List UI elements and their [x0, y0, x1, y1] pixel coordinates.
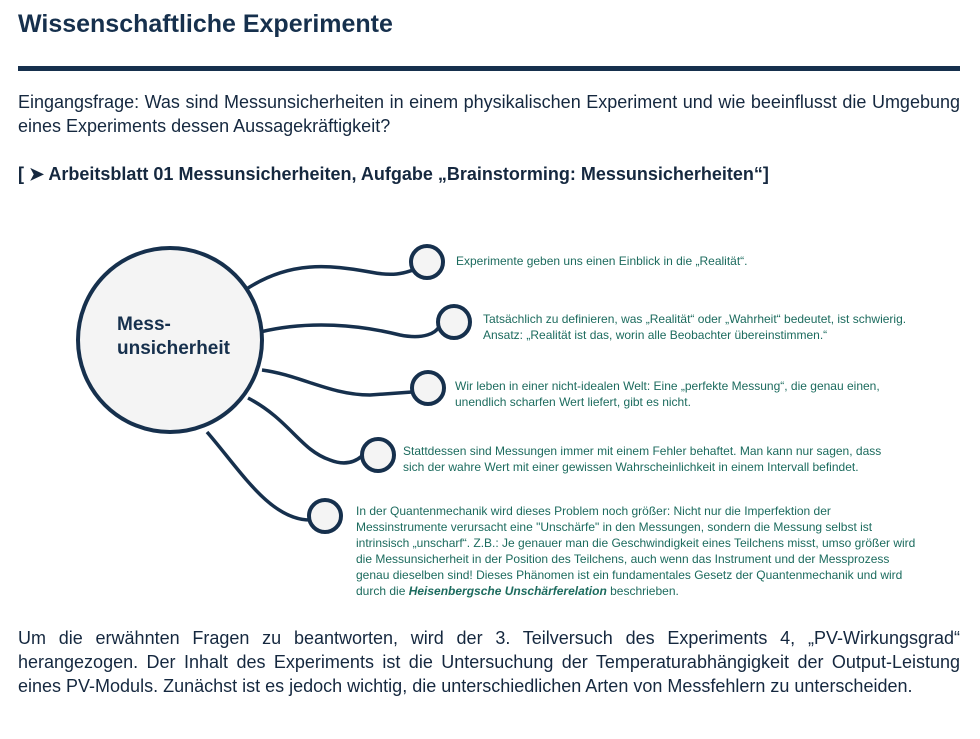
worksheet-reference: [ ➤ Arbeitsblatt 01 Messunsicherheiten, Aufgabe „Brainstorming: Messunsicherheiten“]: [18, 164, 769, 184]
node-2: [438, 306, 470, 338]
heisenberg-emphasis: Heisenbergsche Unschärferelation: [408, 584, 607, 598]
note-1: Experimente geben uns einen Einblick in die „Realität“.: [456, 254, 748, 268]
node-3: [412, 372, 444, 404]
outro-paragraph: Um die erwähnten Fragen zu beantworten, wird der 3. Teilversuch des Experiments 4, „PV-Wirkungsgrad“ herangezogen. Der Inhalt des Experiments ist die Untersuchung der Temperaturabhängigkeit der Output-Leistung eines PV-Moduls. Zunächst ist es jedoch wichtig, die unterschiedlichen Arten von Messfehlern zu unterscheiden.: [18, 628, 960, 696]
note-5-end: beschrieben.: [606, 584, 679, 598]
note-5: [356, 503, 916, 599]
note-5-text: In der Quantenmechanik wird dieses Problem noch größer: Nicht nur die Imperfektion der Messinstrumente verursacht eine "Unschärfe" in den Messungen, sondern die Messung selbst ist intrinsisch „unscharf“. Z.B.: Je genauer man die Geschwindigkeit eines Teilchens misst, umso größer wird die Messunsicherheit in der Position des Teilchens, auch wenn das Instrument und der Messprozess genau dieselben sind! Dieses Phänomen ist ein fundamentales Gesetz der Quantenmechanik und wird durch die: [356, 504, 916, 598]
center-label: Mess- unsicherheit: [117, 314, 230, 359]
intro-question: Eingangsfrage: Was sind Messunsicherheiten in einem physikalischen Experiment und wie beeinflusst die Umgebung eines Experiments dessen Aussagekräftigkeit?: [18, 92, 960, 136]
note-2: Tatsächlich zu definieren, was „Realität“ oder „Wahrheit“ bedeutet, ist schwierig. Ansatz: „Realität ist das, worin alle Beobachter übereinstimmen.“: [483, 312, 907, 342]
node-1: [411, 246, 443, 278]
note-3: Wir leben in einer nicht-idealen Welt: Eine „perfekte Messung“, die genau einen, unendlich scharfen Wert liefert, gibt es nicht.: [455, 379, 880, 409]
note-4: Stattdessen sind Messungen immer mit einem Fehler behaftet. Man kann nur sagen, dass sich der wahre Wert mit einer gewissen Wahrscheinlichkeit in einem Intervall befindet.: [403, 444, 882, 474]
node-5: [309, 500, 341, 532]
page-title: Wissenschaftliche Experimente: [18, 10, 393, 38]
node-4: [362, 439, 394, 471]
